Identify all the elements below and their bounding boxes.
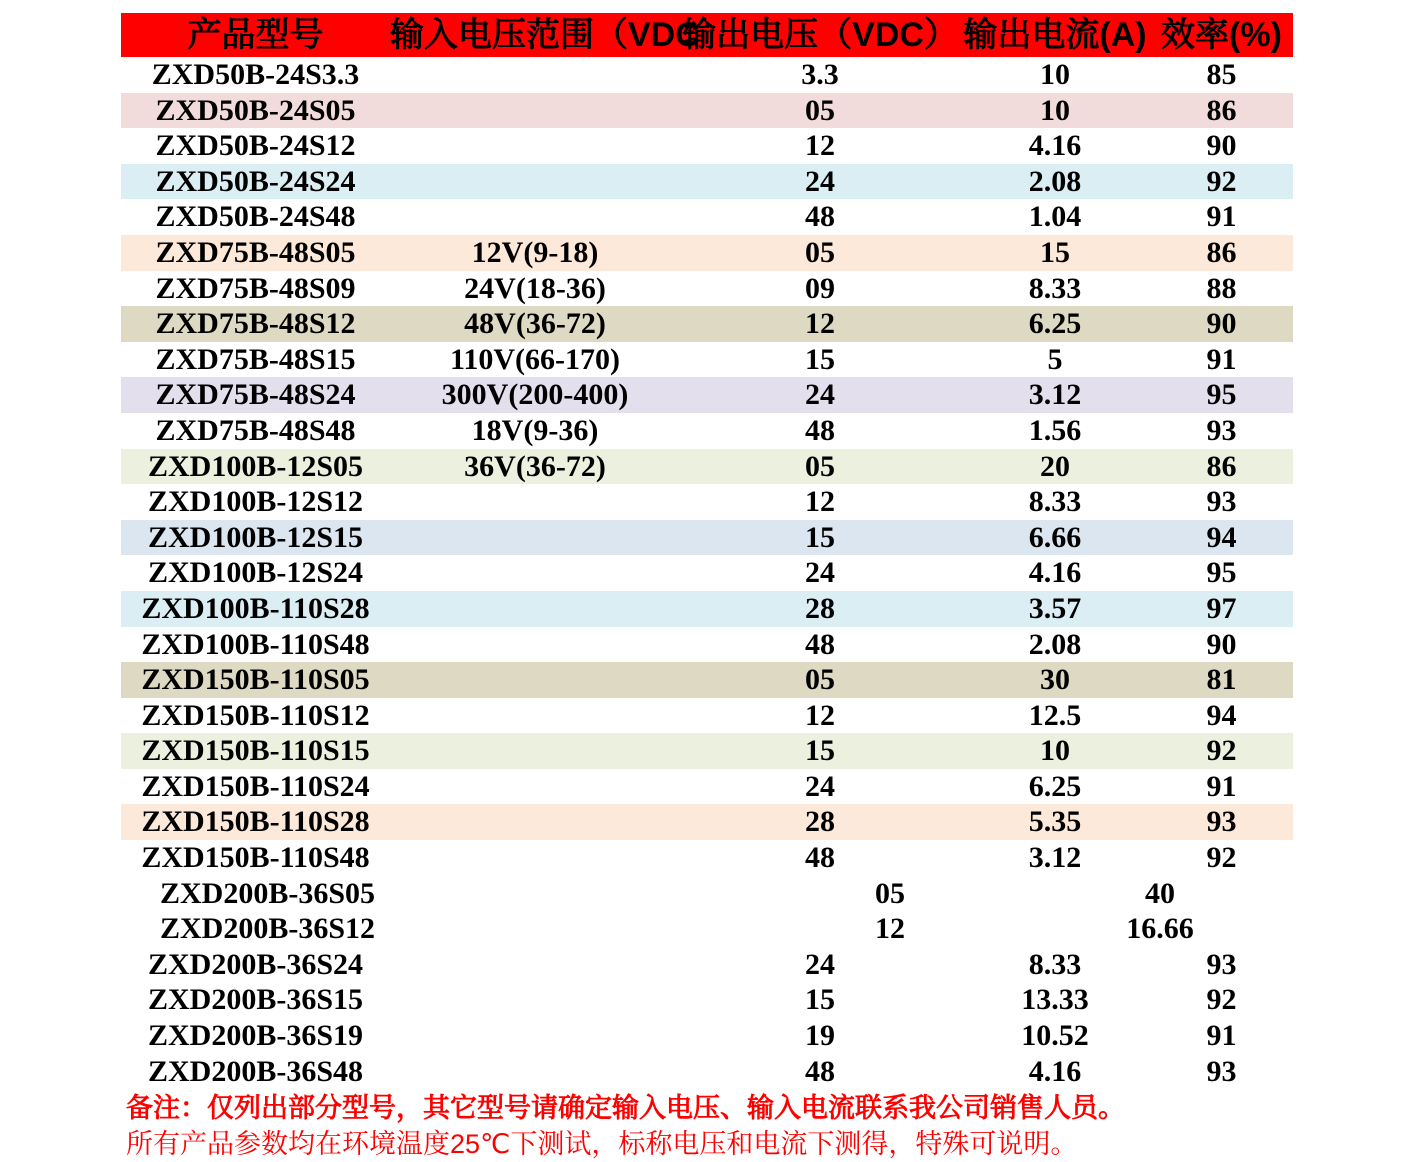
output-current-cell: 10 xyxy=(1040,58,1070,91)
input-range-cell: 48V(36-72) xyxy=(464,307,606,341)
output-voltage-cell: 19 xyxy=(805,1019,835,1053)
table-row xyxy=(121,1054,1293,1090)
model-cell: ZXD50B-24S48 xyxy=(155,200,356,234)
model-cell: ZXD50B-24S24 xyxy=(155,164,356,198)
model-cell: ZXD50B-24S12 xyxy=(155,129,356,163)
model-cell: ZXD75B-48S15 xyxy=(155,342,356,376)
output-voltage-cell: 24 xyxy=(805,164,835,198)
output-voltage-cell: 05 xyxy=(805,93,835,127)
output-voltage-cell: 05 xyxy=(875,876,905,910)
table-row xyxy=(121,947,1293,983)
output-current-cell: 6.25 xyxy=(1028,307,1082,341)
table-row xyxy=(121,627,1293,663)
column-header-output-current: 输出电流(A) xyxy=(963,16,1147,54)
model-cell: ZXD75B-48S05 xyxy=(155,235,356,269)
table-row xyxy=(121,164,1293,200)
output-current-cell: 20 xyxy=(1040,449,1070,483)
model-cell: ZXD75B-48S09 xyxy=(155,271,356,305)
table-row xyxy=(121,235,1293,271)
column-header-output-voltage: 输出电压（VDC） xyxy=(682,16,958,54)
output-voltage-cell: 3.3 xyxy=(801,58,839,91)
output-voltage-cell: 24 xyxy=(805,556,835,590)
note-line-1: 备注：仅列出部分型号，其它型号请确定输入电压、输入电流联系我公司销售人员。 xyxy=(126,1093,1125,1123)
model-cell: ZXD150B-110S15 xyxy=(141,734,370,768)
efficiency-cell: 93 xyxy=(1206,485,1237,519)
model-cell: ZXD100B-110S48 xyxy=(141,627,370,661)
efficiency-cell: 81 xyxy=(1206,663,1237,697)
output-voltage-cell: 48 xyxy=(805,413,835,447)
table-body xyxy=(121,57,1293,1089)
output-voltage-cell: 48 xyxy=(805,200,835,234)
input-range-cell: 12V(9-18) xyxy=(471,235,599,269)
table-row xyxy=(121,306,1293,342)
model-cell: ZXD150B-110S48 xyxy=(141,841,370,875)
table-row xyxy=(121,911,1293,947)
model-cell: ZXD200B-36S19 xyxy=(147,1019,364,1053)
note-line-2: 所有产品参数均在环境温度25℃下测试，标称电压和电流下测得，特殊可说明。 xyxy=(126,1129,1078,1159)
model-cell: ZXD200B-36S15 xyxy=(147,983,364,1017)
output-voltage-cell: 05 xyxy=(805,449,835,483)
output-voltage-cell: 12 xyxy=(875,912,905,946)
output-current-cell: 5 xyxy=(1047,342,1063,376)
model-cell: ZXD50B-24S05 xyxy=(155,93,356,127)
efficiency-cell: 88 xyxy=(1206,271,1237,305)
efficiency-cell: 91 xyxy=(1206,1019,1237,1053)
efficiency-cell: 93 xyxy=(1206,805,1237,839)
output-current-cell: 5.35 xyxy=(1028,805,1082,839)
output-voltage-cell: 24 xyxy=(805,947,835,981)
table-row xyxy=(121,271,1293,307)
output-voltage-cell: 12 xyxy=(805,485,835,519)
table-row xyxy=(121,876,1293,912)
efficiency-cell: 97 xyxy=(1206,591,1237,625)
input-range-cell: 18V(9-36) xyxy=(471,413,599,447)
efficiency-cell: 86 xyxy=(1206,449,1237,483)
column-header-input-voltage-range: 输入电压范围（VDC xyxy=(390,16,700,54)
output-current-cell: 40 xyxy=(1145,876,1175,910)
efficiency-cell: 92 xyxy=(1206,164,1237,198)
table-row xyxy=(121,555,1293,591)
input-range-cell: 24V(18-36) xyxy=(464,271,606,305)
output-current-cell: 2.08 xyxy=(1028,627,1082,661)
efficiency-cell: 90 xyxy=(1206,307,1237,341)
efficiency-cell: 93 xyxy=(1206,413,1237,447)
output-voltage-cell: 28 xyxy=(805,591,835,625)
output-current-cell: 13.33 xyxy=(1021,983,1089,1017)
table-row xyxy=(121,698,1293,734)
model-cell: ZXD100B-12S05 xyxy=(147,449,364,483)
output-voltage-cell: 48 xyxy=(805,1054,835,1088)
efficiency-cell: 95 xyxy=(1206,378,1237,412)
output-voltage-cell: 15 xyxy=(805,734,835,768)
model-cell: ZXD100B-12S24 xyxy=(147,556,364,590)
table-row xyxy=(121,733,1293,769)
output-current-cell: 8.33 xyxy=(1028,271,1082,305)
output-current-cell: 16.66 xyxy=(1126,912,1194,946)
efficiency-cell: 95 xyxy=(1206,556,1237,590)
output-current-cell: 2.08 xyxy=(1028,164,1082,198)
model-cell: ZXD200B-36S48 xyxy=(147,1054,364,1088)
output-current-cell: 10.52 xyxy=(1021,1019,1089,1053)
output-voltage-cell: 24 xyxy=(805,769,835,803)
efficiency-cell: 86 xyxy=(1206,93,1237,127)
efficiency-cell: 90 xyxy=(1206,129,1237,163)
output-current-cell: 3.12 xyxy=(1028,841,1082,875)
output-current-cell: 15 xyxy=(1040,235,1070,269)
model-cell: ZXD100B-110S28 xyxy=(141,591,370,625)
output-current-cell: 1.56 xyxy=(1028,413,1082,447)
table-row xyxy=(121,57,1293,93)
efficiency-cell: 94 xyxy=(1206,698,1237,732)
output-current-cell: 1.04 xyxy=(1028,200,1082,234)
model-cell: ZXD150B-110S12 xyxy=(141,698,370,732)
efficiency-cell: 93 xyxy=(1206,947,1237,981)
table-row xyxy=(121,377,1293,413)
efficiency-cell: 91 xyxy=(1206,342,1237,376)
table-row xyxy=(121,840,1293,876)
table-row xyxy=(121,804,1293,840)
table-row xyxy=(121,484,1293,520)
table-header-row xyxy=(121,13,1293,57)
table-row xyxy=(121,93,1293,129)
output-voltage-cell: 15 xyxy=(805,342,835,376)
efficiency-cell: 90 xyxy=(1206,627,1237,661)
model-cell: ZXD150B-110S28 xyxy=(141,805,370,839)
column-header-model: 产品型号 xyxy=(187,16,324,54)
output-current-cell: 12.5 xyxy=(1028,698,1082,732)
model-cell: ZXD200B-36S24 xyxy=(147,947,364,981)
footnotes xyxy=(126,1090,1125,1162)
output-current-cell: 4.16 xyxy=(1028,129,1082,163)
table-row xyxy=(121,982,1293,1018)
output-voltage-cell: 05 xyxy=(805,235,835,269)
table-row xyxy=(121,662,1293,698)
column-header-efficiency: 效率(%) xyxy=(1161,16,1282,54)
output-voltage-cell: 28 xyxy=(805,805,835,839)
output-voltage-cell: 48 xyxy=(805,627,835,661)
output-current-cell: 4.16 xyxy=(1028,556,1082,590)
output-current-cell: 4.16 xyxy=(1028,1054,1082,1088)
output-current-cell: 3.12 xyxy=(1028,378,1082,412)
efficiency-cell: 92 xyxy=(1206,841,1237,875)
efficiency-cell: 92 xyxy=(1206,983,1237,1017)
output-current-cell: 8.33 xyxy=(1028,485,1082,519)
efficiency-cell: 91 xyxy=(1206,200,1237,234)
model-cell: ZXD75B-48S48 xyxy=(155,413,356,447)
table-row xyxy=(121,128,1293,164)
table-row xyxy=(121,413,1293,449)
model-cell: ZXD150B-110S24 xyxy=(141,769,370,803)
output-voltage-cell: 24 xyxy=(805,378,835,412)
table-row xyxy=(121,199,1293,235)
table-row xyxy=(121,520,1293,556)
output-voltage-cell: 15 xyxy=(805,520,835,554)
output-current-cell: 6.25 xyxy=(1028,769,1082,803)
model-cell: ZXD200B-36S05 xyxy=(159,876,376,910)
efficiency-cell: 86 xyxy=(1206,235,1237,269)
efficiency-cell: 93 xyxy=(1206,1054,1237,1088)
input-range-cell: 300V(200-400) xyxy=(441,378,629,412)
efficiency-cell: 91 xyxy=(1206,769,1237,803)
output-current-cell: 30 xyxy=(1040,663,1070,697)
output-current-cell: 10 xyxy=(1040,734,1070,768)
output-current-cell: 3.57 xyxy=(1028,591,1082,625)
output-current-cell: 10 xyxy=(1040,93,1070,127)
input-range-cell: 110V(66-170) xyxy=(450,342,620,376)
table-row xyxy=(121,1018,1293,1054)
output-voltage-cell: 05 xyxy=(805,663,835,697)
product-spec-table xyxy=(121,13,1293,1089)
model-cell: ZXD75B-48S12 xyxy=(155,307,356,341)
model-cell: ZXD75B-48S24 xyxy=(155,378,356,412)
efficiency-cell: 85 xyxy=(1206,58,1237,91)
output-voltage-cell: 48 xyxy=(805,841,835,875)
output-voltage-cell: 12 xyxy=(805,698,835,732)
output-voltage-cell: 12 xyxy=(805,129,835,163)
model-cell: ZXD200B-36S12 xyxy=(159,912,376,946)
table-row xyxy=(121,449,1293,485)
output-current-cell: 8.33 xyxy=(1028,947,1082,981)
model-cell: ZXD100B-12S12 xyxy=(147,485,364,519)
model-cell: ZXD50B-24S3.3 xyxy=(151,58,360,91)
output-voltage-cell: 12 xyxy=(805,307,835,341)
efficiency-cell: 92 xyxy=(1206,734,1237,768)
output-voltage-cell: 09 xyxy=(805,271,835,305)
table-row xyxy=(121,591,1293,627)
output-current-cell: 6.66 xyxy=(1028,520,1082,554)
table-row xyxy=(121,342,1293,378)
table-row xyxy=(121,769,1293,805)
input-range-cell: 36V(36-72) xyxy=(464,449,606,483)
efficiency-cell: 94 xyxy=(1206,520,1237,554)
model-cell: ZXD150B-110S05 xyxy=(141,663,370,697)
model-cell: ZXD100B-12S15 xyxy=(147,520,364,554)
output-voltage-cell: 15 xyxy=(805,983,835,1017)
